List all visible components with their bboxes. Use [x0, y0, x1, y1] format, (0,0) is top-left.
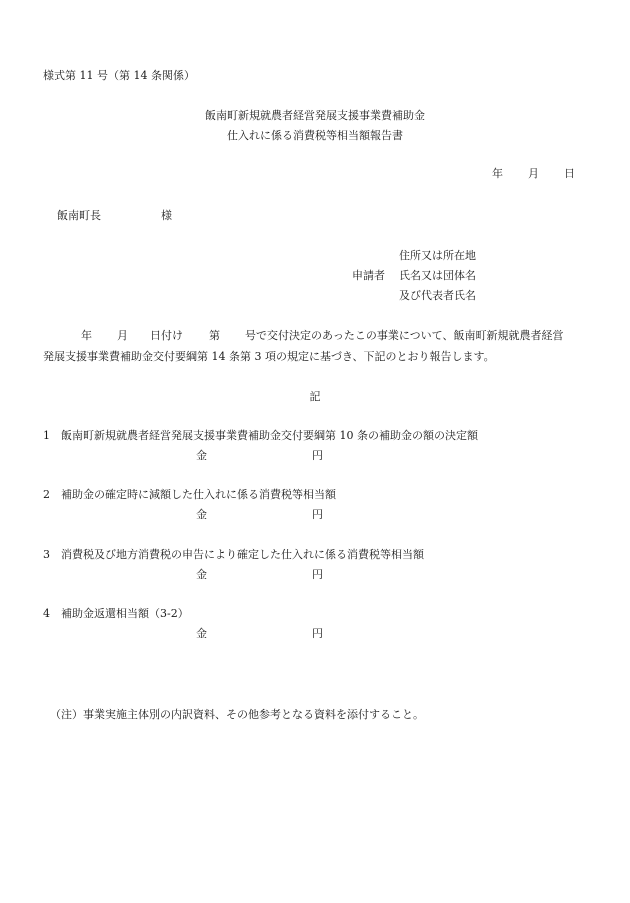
item-label: 補助金返還相当額（3-2）: [61, 607, 189, 620]
item-label: 消費税及び地方消費税の申告により確定した仕入れに係る消費税等相当額: [61, 548, 424, 561]
amount-yen-label: 円: [312, 449, 323, 462]
item-label: 飯南町新規就農者経営発展支援事業費補助金交付要綱第 10 条の補助金の額の決定額: [61, 429, 478, 442]
body-number-prefix: 第: [209, 329, 220, 342]
body-year: 年: [81, 329, 92, 342]
amount-kin-label: 金: [196, 449, 207, 462]
item-number: 3: [43, 548, 50, 561]
body-text-line2: 発展支援事業費補助金交付要綱第 14 条第 3 項の規定に基づき、下記のとおり報告します。: [43, 350, 495, 363]
applicant-role-label: 申請者: [352, 269, 385, 282]
item-number: 1: [43, 429, 50, 442]
footnote: （注）事業実施主体別の内訳資料、その他参考となる資料を添付すること。: [50, 708, 424, 721]
body-day-suffix: 日付け: [150, 329, 183, 342]
form-number: 様式第 11 号（第 14 条関係）: [43, 69, 195, 82]
item-number: 4: [43, 607, 50, 620]
item-number: 2: [43, 488, 50, 501]
amount-yen-label: 円: [312, 627, 323, 640]
addressee-name: 飯南町長: [57, 209, 101, 222]
body-text-line1: 号で交付決定のあったこの事業について、飯南町新規就農者経営: [245, 329, 564, 342]
applicant-rep-label: 及び代表者氏名: [399, 289, 476, 302]
item-label: 補助金の確定時に減額した仕入れに係る消費税等相当額: [61, 488, 336, 501]
date-month-label: 月: [528, 167, 539, 180]
amount-kin-label: 金: [196, 508, 207, 521]
document-title: 飯南町新規就農者経営発展支援事業費補助金: [205, 109, 425, 122]
date-year-label: 年: [492, 167, 503, 180]
amount-yen-label: 円: [312, 568, 323, 581]
amount-kin-label: 金: [196, 568, 207, 581]
amount-yen-label: 円: [312, 508, 323, 521]
ki-heading: 記: [309, 390, 321, 403]
applicant-address-label: 住所又は所在地: [399, 249, 476, 262]
amount-kin-label: 金: [196, 627, 207, 640]
addressee-honorific: 様: [161, 209, 172, 222]
body-month: 月: [117, 329, 128, 342]
document-subtitle: 仕入れに係る消費税等相当額報告書: [227, 129, 403, 142]
date-day-label: 日: [564, 167, 575, 180]
applicant-name-label: 氏名又は団体名: [399, 269, 476, 282]
